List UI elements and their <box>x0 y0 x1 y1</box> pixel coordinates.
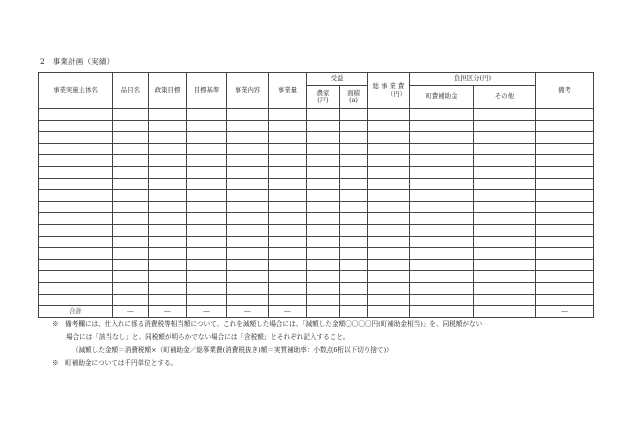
table-cell[interactable] <box>113 178 149 190</box>
table-cell[interactable] <box>149 213 187 225</box>
header-policy-goal: 政策目標 <box>149 73 187 109</box>
table-cell[interactable] <box>227 109 269 121</box>
table-cell[interactable] <box>368 178 410 190</box>
table-cell[interactable] <box>536 120 594 132</box>
table-cell[interactable] <box>474 120 536 132</box>
table-cell[interactable] <box>269 294 307 306</box>
table-cell[interactable] <box>410 213 474 225</box>
table-cell[interactable] <box>39 166 113 178</box>
table-cell[interactable] <box>340 132 368 144</box>
table-row <box>39 178 594 190</box>
table-cell[interactable] <box>474 224 536 236</box>
table-cell[interactable] <box>307 236 340 248</box>
table-cell[interactable] <box>536 109 594 121</box>
header-goal-standard: 目標基準 <box>187 73 227 109</box>
table-cell[interactable] <box>307 282 340 294</box>
table-cell[interactable] <box>269 109 307 121</box>
table-cell[interactable] <box>410 155 474 167</box>
total-remarks-dash: ― <box>536 306 594 318</box>
table-cell[interactable] <box>307 294 340 306</box>
table-cell[interactable] <box>269 155 307 167</box>
table-cell[interactable] <box>113 132 149 144</box>
table-cell[interactable] <box>410 132 474 144</box>
table-cell[interactable] <box>187 294 227 306</box>
table-cell[interactable] <box>113 201 149 213</box>
table-cell[interactable] <box>474 213 536 225</box>
table-row <box>39 166 594 178</box>
table-cell[interactable] <box>307 213 340 225</box>
header-entity: 事業実施主体名 <box>39 73 113 109</box>
table-cell[interactable] <box>536 224 594 236</box>
table-cell[interactable] <box>474 259 536 271</box>
table-cell[interactable] <box>307 201 340 213</box>
table-cell[interactable] <box>410 109 474 121</box>
table-cell[interactable] <box>187 224 227 236</box>
table-cell[interactable] <box>149 109 187 121</box>
table-cell[interactable] <box>149 166 187 178</box>
table-cell[interactable] <box>474 236 536 248</box>
table-cell[interactable] <box>113 282 149 294</box>
table-cell[interactable] <box>410 143 474 155</box>
table-cell[interactable] <box>113 271 149 283</box>
header-farmers-line1: 農家 <box>316 88 330 97</box>
table-cell[interactable] <box>227 213 269 225</box>
table-cell[interactable] <box>149 236 187 248</box>
table-cell[interactable] <box>39 224 113 236</box>
header-area-line1: 面積 <box>347 88 360 97</box>
table-cell[interactable] <box>368 120 410 132</box>
table-cell[interactable] <box>474 294 536 306</box>
table-cell[interactable] <box>39 236 113 248</box>
table-row <box>39 109 594 121</box>
header-farmers <box>307 86 340 109</box>
table-cell[interactable] <box>410 282 474 294</box>
table-cell[interactable] <box>269 201 307 213</box>
total-town-subsidy-cell[interactable] <box>410 306 474 318</box>
table-cell[interactable] <box>39 201 113 213</box>
table-cell[interactable] <box>227 259 269 271</box>
table-cell[interactable] <box>410 178 474 190</box>
table-cell[interactable] <box>368 294 410 306</box>
table-cell[interactable] <box>340 143 368 155</box>
table-cell[interactable] <box>307 109 340 121</box>
table-row <box>39 236 594 248</box>
table-cell[interactable] <box>368 236 410 248</box>
header-content: 事業内容 <box>227 73 269 109</box>
table-cell[interactable] <box>149 132 187 144</box>
table-body <box>39 109 594 318</box>
header-area-line2: (a) <box>349 96 358 104</box>
table-cell[interactable] <box>113 248 149 260</box>
table-cell[interactable] <box>227 248 269 260</box>
table-cell[interactable] <box>269 132 307 144</box>
table-cell[interactable] <box>39 190 113 202</box>
table-cell[interactable] <box>39 109 113 121</box>
header-beneficiary: 受益 <box>307 73 368 86</box>
table-cell[interactable] <box>340 201 368 213</box>
note-1-continued: 場合には「該当なし」と、同税額が明らかでない場合には「含税額」とそれぞれ記入すること。 <box>66 333 350 341</box>
table-cell[interactable] <box>39 282 113 294</box>
table-row <box>39 120 594 132</box>
table-cell[interactable] <box>307 248 340 260</box>
header-total-cost-line2: （円） <box>386 89 406 98</box>
table-cell[interactable] <box>149 224 187 236</box>
table-cell[interactable] <box>307 155 340 167</box>
table-cell[interactable] <box>227 224 269 236</box>
table-cell[interactable] <box>39 143 113 155</box>
table-cell[interactable] <box>536 271 594 283</box>
table-cell[interactable] <box>227 271 269 283</box>
header-area <box>340 86 368 109</box>
project-plan-table <box>38 72 594 318</box>
table-cell[interactable] <box>340 294 368 306</box>
table-cell[interactable] <box>307 166 340 178</box>
total-farmers-cell[interactable] <box>307 306 340 318</box>
table-cell[interactable] <box>410 294 474 306</box>
table-cell[interactable] <box>149 201 187 213</box>
table-cell[interactable] <box>269 178 307 190</box>
table-cell[interactable] <box>307 120 340 132</box>
table-cell[interactable] <box>368 190 410 202</box>
table-cell[interactable] <box>113 213 149 225</box>
table-cell[interactable] <box>340 282 368 294</box>
table-cell[interactable] <box>368 213 410 225</box>
table-cell[interactable] <box>474 143 536 155</box>
table-row <box>39 155 594 167</box>
header-product: 品目名 <box>113 73 149 109</box>
table-cell[interactable] <box>340 236 368 248</box>
table-cell[interactable] <box>149 271 187 283</box>
table-cell[interactable] <box>187 259 227 271</box>
table-cell[interactable] <box>536 259 594 271</box>
table-cell[interactable] <box>536 213 594 225</box>
table-cell[interactable] <box>187 282 227 294</box>
table-row <box>39 190 594 202</box>
table-cell[interactable] <box>307 178 340 190</box>
table-cell[interactable] <box>368 282 410 294</box>
note-1: ※ 備考欄には、仕入れに係る消費税等相当額について、これを減額した場合には、「減額した金額〇〇〇〇円(町補助金相当)」を、同税額がない <box>52 320 483 328</box>
table-cell[interactable] <box>187 248 227 260</box>
table-cell[interactable] <box>474 282 536 294</box>
table-cell[interactable] <box>187 178 227 190</box>
table-cell[interactable] <box>536 282 594 294</box>
table-cell[interactable] <box>187 236 227 248</box>
table-cell[interactable] <box>187 120 227 132</box>
table-cell[interactable] <box>474 201 536 213</box>
total-content-dash: ― <box>227 306 269 318</box>
table-cell[interactable] <box>39 259 113 271</box>
header-burden: 負担区分(円) <box>410 73 536 86</box>
note-formula: （減額した金額＝消費税額×（町補助金／総事業費(消費税抜き)額＝実質補助率：小数点6桁以下切り捨て)） <box>72 346 393 354</box>
table-cell[interactable] <box>187 109 227 121</box>
table-cell[interactable] <box>307 271 340 283</box>
table-row <box>39 271 594 283</box>
table-cell[interactable] <box>410 224 474 236</box>
table-cell[interactable] <box>340 120 368 132</box>
header-other: その他 <box>474 86 536 109</box>
header-total-cost-line1: 総 事 業 費 <box>372 82 405 91</box>
table-cell[interactable] <box>113 294 149 306</box>
table-cell[interactable] <box>474 155 536 167</box>
table-cell[interactable] <box>227 143 269 155</box>
header-farmers-line2: (戸) <box>317 96 329 104</box>
table-cell[interactable] <box>187 190 227 202</box>
table-cell[interactable] <box>113 224 149 236</box>
table-row <box>39 224 594 236</box>
table-cell[interactable] <box>410 166 474 178</box>
table-cell[interactable] <box>113 109 149 121</box>
table-cell[interactable] <box>368 224 410 236</box>
table-cell[interactable] <box>307 190 340 202</box>
total-row <box>39 306 594 318</box>
table-cell[interactable] <box>340 271 368 283</box>
total-area-cell[interactable] <box>340 306 368 318</box>
table-cell[interactable] <box>410 271 474 283</box>
table-cell[interactable] <box>187 166 227 178</box>
table-cell[interactable] <box>187 155 227 167</box>
table-cell[interactable] <box>149 178 187 190</box>
table-cell[interactable] <box>39 155 113 167</box>
table-cell[interactable] <box>474 178 536 190</box>
table-cell[interactable] <box>227 282 269 294</box>
table-cell[interactable] <box>340 178 368 190</box>
table-cell[interactable] <box>149 190 187 202</box>
table-cell[interactable] <box>39 213 113 225</box>
table-cell[interactable] <box>113 155 149 167</box>
table-cell[interactable] <box>113 143 149 155</box>
table-row <box>39 143 594 155</box>
table-cell[interactable] <box>39 132 113 144</box>
table-cell[interactable] <box>410 120 474 132</box>
table-row <box>39 201 594 213</box>
total-other-cell[interactable] <box>474 306 536 318</box>
notes <box>52 318 612 370</box>
table-cell[interactable] <box>340 213 368 225</box>
table-cell[interactable] <box>307 259 340 271</box>
table-cell[interactable] <box>410 248 474 260</box>
table-cell[interactable] <box>410 236 474 248</box>
table-cell[interactable] <box>39 178 113 190</box>
header-total-cost <box>368 73 410 109</box>
table-cell[interactable] <box>227 201 269 213</box>
table-cell[interactable] <box>410 190 474 202</box>
table-cell[interactable] <box>536 201 594 213</box>
table-cell[interactable] <box>113 259 149 271</box>
table-cell[interactable] <box>307 132 340 144</box>
table-cell[interactable] <box>187 213 227 225</box>
table-cell[interactable] <box>227 236 269 248</box>
table-cell[interactable] <box>227 190 269 202</box>
table-cell[interactable] <box>368 248 410 260</box>
table-cell[interactable] <box>187 271 227 283</box>
table-cell[interactable] <box>474 190 536 202</box>
table-cell[interactable] <box>340 166 368 178</box>
table-cell[interactable] <box>269 236 307 248</box>
table-row <box>39 294 594 306</box>
table-cell[interactable] <box>39 271 113 283</box>
table-cell[interactable] <box>536 190 594 202</box>
total-volume-dash: ― <box>269 306 307 318</box>
table-cell[interactable] <box>536 166 594 178</box>
table-cell[interactable] <box>307 224 340 236</box>
table-cell[interactable] <box>113 236 149 248</box>
table-cell[interactable] <box>269 259 307 271</box>
header-remarks: 備考 <box>536 73 594 109</box>
table-cell[interactable] <box>410 259 474 271</box>
total-goal-standard-dash: ― <box>187 306 227 318</box>
table-cell[interactable] <box>39 248 113 260</box>
table-cell[interactable] <box>149 294 187 306</box>
table-cell[interactable] <box>368 109 410 121</box>
table-cell[interactable] <box>340 109 368 121</box>
table-cell[interactable] <box>340 248 368 260</box>
table-cell[interactable] <box>536 155 594 167</box>
table-cell[interactable] <box>269 166 307 178</box>
table-cell[interactable] <box>536 143 594 155</box>
table-cell[interactable] <box>39 120 113 132</box>
table-cell[interactable] <box>536 236 594 248</box>
table-cell[interactable] <box>269 120 307 132</box>
table-cell[interactable] <box>307 143 340 155</box>
table-cell[interactable] <box>269 213 307 225</box>
table-cell[interactable] <box>536 248 594 260</box>
table-row <box>39 248 594 260</box>
table-cell[interactable] <box>474 109 536 121</box>
table-cell[interactable] <box>368 155 410 167</box>
table-cell[interactable] <box>269 224 307 236</box>
table-cell[interactable] <box>269 143 307 155</box>
table-cell[interactable] <box>536 132 594 144</box>
table-cell[interactable] <box>227 166 269 178</box>
table-cell[interactable] <box>340 155 368 167</box>
table-cell[interactable] <box>474 132 536 144</box>
table-cell[interactable] <box>269 248 307 260</box>
table-cell[interactable] <box>149 155 187 167</box>
table-cell[interactable] <box>227 155 269 167</box>
table-cell[interactable] <box>536 294 594 306</box>
table-row <box>39 282 594 294</box>
total-label: 合計 <box>39 306 113 318</box>
total-product-dash: ― <box>113 306 149 318</box>
table-cell[interactable] <box>113 166 149 178</box>
total-cost-cell[interactable] <box>368 306 410 318</box>
table-cell[interactable] <box>340 224 368 236</box>
table-cell[interactable] <box>149 143 187 155</box>
table-cell[interactable] <box>474 271 536 283</box>
table-cell[interactable] <box>474 166 536 178</box>
table-cell[interactable] <box>187 201 227 213</box>
table-cell[interactable] <box>340 190 368 202</box>
table-cell[interactable] <box>113 120 149 132</box>
table-cell[interactable] <box>368 259 410 271</box>
table-cell[interactable] <box>113 190 149 202</box>
table-row <box>39 132 594 144</box>
note-2: ※ 町補助金については千円単位とする。 <box>52 359 178 367</box>
table-cell[interactable] <box>149 282 187 294</box>
header-volume: 事業量 <box>269 73 307 109</box>
table-row <box>39 213 594 225</box>
table-cell[interactable] <box>269 190 307 202</box>
header-town-subsidy: 町費補助金 <box>410 86 474 109</box>
section-title: 2 事業計画（実績） <box>40 57 115 66</box>
table-cell[interactable] <box>149 248 187 260</box>
table-cell[interactable] <box>368 201 410 213</box>
table-cell[interactable] <box>187 132 227 144</box>
total-policy-goal-dash: ― <box>149 306 187 318</box>
table-cell[interactable] <box>227 178 269 190</box>
table-row <box>39 259 594 271</box>
table-cell[interactable] <box>368 166 410 178</box>
table-cell[interactable] <box>149 120 187 132</box>
table-cell[interactable] <box>340 259 368 271</box>
table-cell[interactable] <box>368 143 410 155</box>
table-cell[interactable] <box>474 248 536 260</box>
table-cell[interactable] <box>410 201 474 213</box>
table-cell[interactable] <box>227 294 269 306</box>
table-cell[interactable] <box>187 143 227 155</box>
table-cell[interactable] <box>227 132 269 144</box>
table-cell[interactable] <box>269 271 307 283</box>
table-cell[interactable] <box>39 294 113 306</box>
table-cell[interactable] <box>368 132 410 144</box>
table-cell[interactable] <box>149 259 187 271</box>
table-cell[interactable] <box>536 178 594 190</box>
table-cell[interactable] <box>368 271 410 283</box>
table-cell[interactable] <box>227 120 269 132</box>
table-cell[interactable] <box>269 282 307 294</box>
